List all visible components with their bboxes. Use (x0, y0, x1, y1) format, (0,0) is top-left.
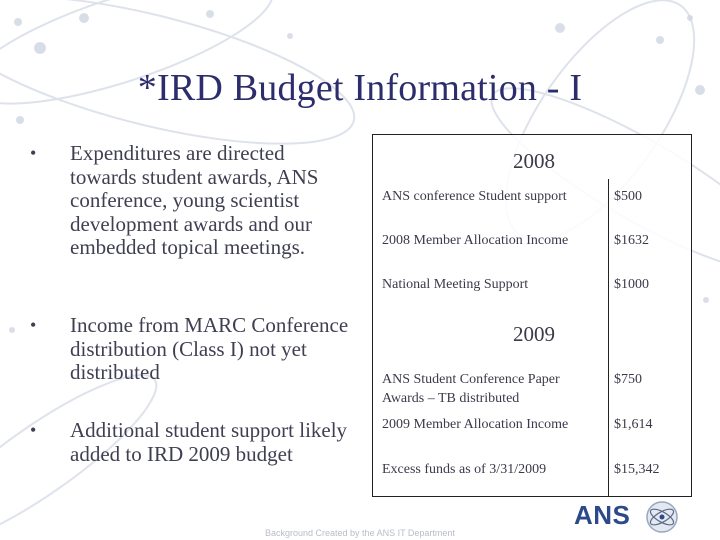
bullet-item (30, 419, 350, 466)
table-row-value: $1000 (614, 277, 649, 292)
year-heading-2009: 2009 (513, 322, 555, 346)
bullet-text: Expenditures are directed towards student awards, ANS conference, young scientist development awards and our embedded topical meetings. (70, 141, 319, 259)
year-heading-2008: 2008 (513, 149, 555, 173)
table-row-label: ANS conference Student support (382, 189, 567, 204)
table-row-label: ANS Student Conference Paper Awards – TB distributed (382, 372, 560, 406)
table-row-value: $500 (614, 189, 642, 204)
ans-logo (574, 500, 694, 534)
bullet-icon: • (30, 420, 37, 440)
slide-title: *IRD Budget Information - I (137, 67, 583, 109)
table-row-value: $1,614 (614, 417, 653, 432)
bullet-icon: • (30, 315, 37, 335)
bullet-item (30, 142, 350, 260)
ans-logo-text: ANS (574, 500, 631, 530)
table-row-value: $1632 (614, 233, 649, 248)
atom-logo-icon (644, 500, 680, 534)
bullet-text: Additional student support likely added to IRD 2009 budget (70, 418, 348, 466)
budget-table (372, 134, 692, 497)
table-row-value: $750 (614, 372, 642, 387)
footer-credit: Background Created by the ANS IT Department (265, 528, 455, 538)
table-row-label: 2009 Member Allocation Income (382, 417, 569, 432)
bullet-item (30, 314, 350, 385)
table-row-value: $15,342 (614, 462, 660, 477)
table-row-label: 2008 Member Allocation Income (382, 233, 569, 248)
table-row-label: National Meeting Support (382, 277, 529, 292)
bullet-icon: • (30, 143, 37, 163)
table-row-label: Excess funds as of 3/31/2009 (382, 462, 547, 477)
bullet-text: Income from MARC Conference distribution (Class I) not yet distributed (70, 313, 349, 384)
